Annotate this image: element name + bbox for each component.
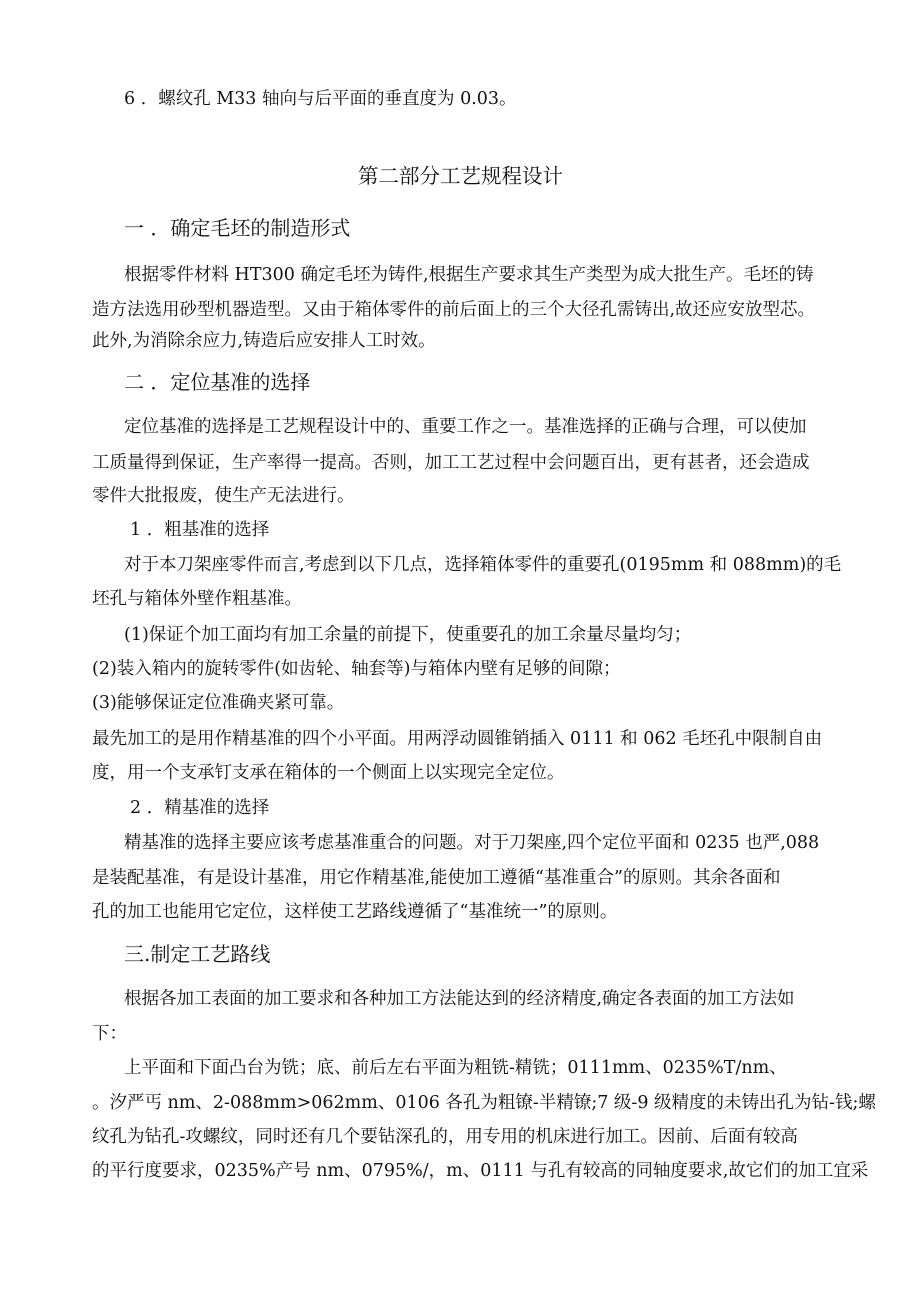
paragraph-line: 是装配基准，有是设计基准，用它作精基准,能使加工遵循“基准重合”的原则。其余各面和	[92, 868, 781, 888]
list-item: (2)装入箱内的旋转零件(如齿轮、轴套等)与箱体内壁有足够的间隙；	[92, 659, 621, 679]
subsection-heading: 1 ．粗基准的选择	[130, 520, 270, 540]
list-item: (1)保证个加工面均有加工余量的前提下，使重要孔的加工余量尽量均匀；	[124, 625, 692, 645]
paragraph-line: 孔的加工也能用它定位，这样使工艺路线遵循了“基准统一”的原则。	[92, 902, 618, 922]
section-heading: 二 ．定位基准的选择	[124, 370, 311, 394]
paragraph-line: 定位基准的选择是工艺规程设计中的、重要工作之一。基准选择的正确与合理，可以使加	[124, 417, 807, 437]
paragraph-line: 的平行度要求，0235%产号 nm、0795%/，m、0111 与孔有较高的同轴度要求,故它们的加工宜采	[92, 1161, 869, 1181]
paragraph-line: 坯孔与箱体外壁作粗基准。	[92, 589, 302, 609]
paragraph-line: 对于本刀架座零件而言,考虑到以下几点，选择箱体零件的重要孔(0195mm 和 088mm)的毛	[124, 555, 842, 575]
paragraph-line: 下：	[92, 1024, 127, 1044]
paragraph-line: 度，用一个支承钉支承在箱体的一个侧面上以实现完全定位。	[92, 763, 565, 783]
list-item: 6 ．螺纹孔 M33 轴向与后平面的垂直度为 0.03。	[124, 89, 517, 109]
paragraph-line: 根据各加工表面的加工要求和各种加工方法能达到的经济精度,确定各表面的加工方法如	[124, 989, 795, 1009]
paragraph-line: 。汐严丐 nm、2-088mm>062mm、0106 各孔为粗镣-半精镣;7 级-9 级精度的未铸出孔为钻-钱;螺	[92, 1093, 876, 1113]
section-heading: 一 ．确定毛坯的制造形式	[124, 216, 351, 240]
paragraph-line: 上平面和下面凸台为铣；底、前后左右平面为粗铣-精铣；0111mm、0235%T/nm、	[124, 1058, 787, 1078]
paragraph-line: 造方法选用砂型机器造型。又由于箱体零件的前后面上的三个大径孔需铸出,故还应安放型芯。	[92, 300, 816, 320]
subsection-heading: 2 ．精基准的选择	[130, 798, 270, 818]
paragraph-line: 根据零件材料 HT300 确定毛坯为铸件,根据生产要求其生产类型为成大批生产。毛坯的铸	[124, 265, 814, 285]
paragraph-line: 纹孔为钻孔-攻螺纹，同时还有几个要钻深孔的，用专用的机床进行加工。因前、后面有较高	[92, 1127, 798, 1147]
list-item: (3)能够保证定位准确夹紧可靠。	[92, 693, 345, 713]
paragraph-line: 此外,为消除余应力,铸造后应安排人工时效。	[92, 331, 436, 351]
part-title: 第二部分工艺规程设计	[358, 164, 563, 188]
paragraph-line: 最先加工的是用作精基准的四个小平面。用两浮动圆锥销插入 0111 和 062 毛坯孔中限制自由	[92, 729, 823, 749]
paragraph-line: 零件大批报废，使生产无法进行。	[92, 486, 355, 506]
section-heading: 三.制定工艺路线	[124, 942, 271, 966]
paragraph-line: 工质量得到保证，生产率得一提高。否则，加工工艺过程中会问题百出，更有甚者，还会造成	[92, 453, 810, 473]
paragraph-line: 精基准的选择主要应该考虑基准重合的问题。对于刀架座,四个定位平面和 0235 也严,088	[124, 833, 820, 853]
